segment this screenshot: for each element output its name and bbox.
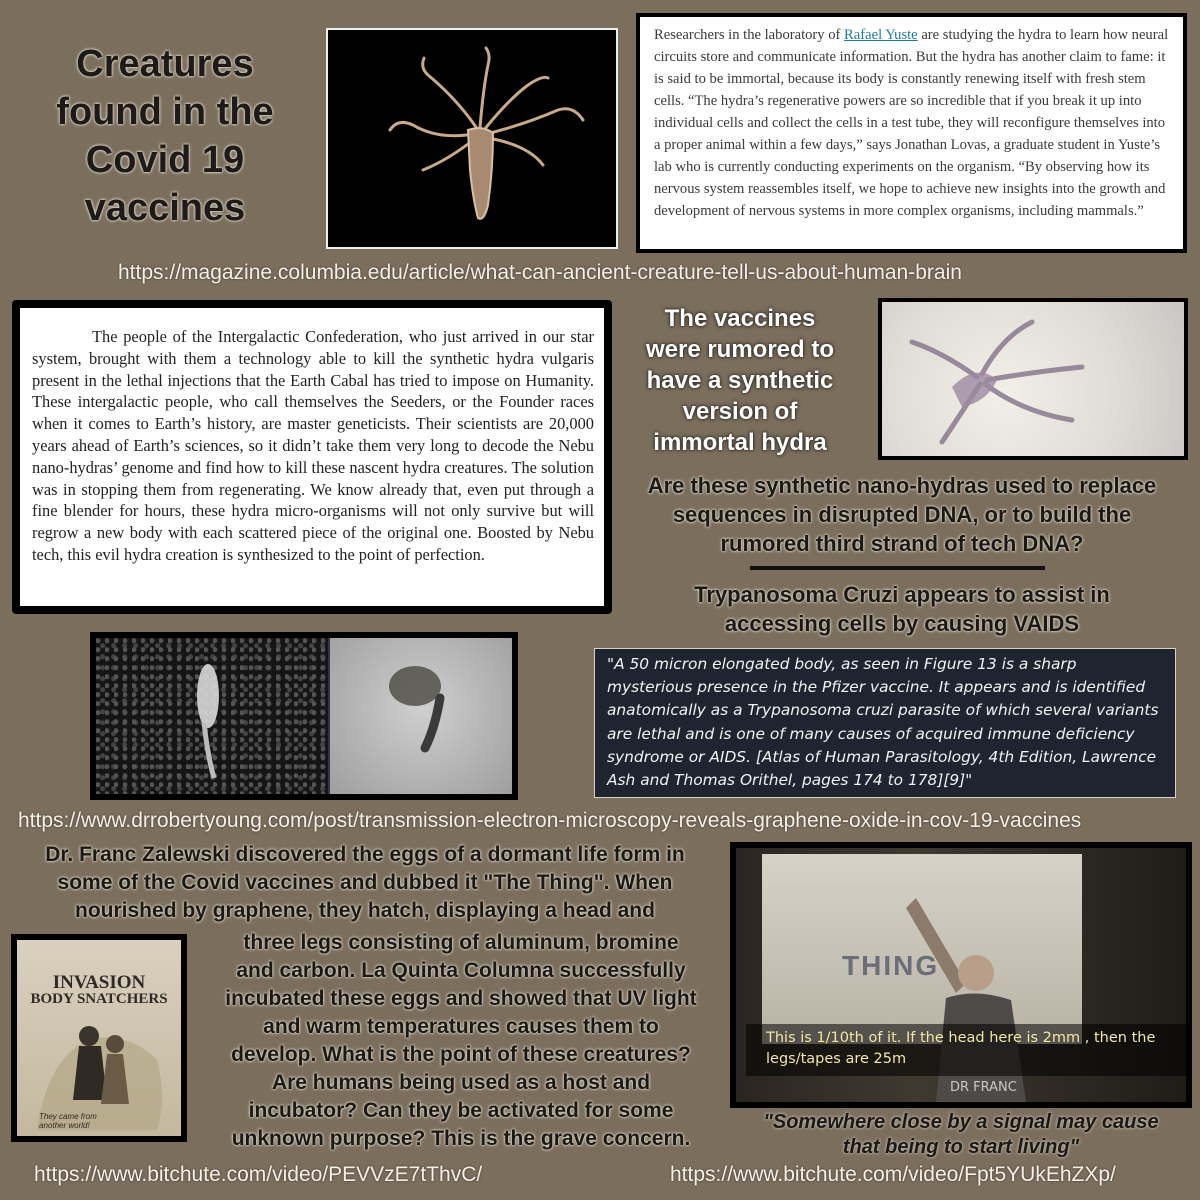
bitchute-url-2[interactable]: https://www.bitchute.com/video/Fpt5YUkEhZXp/ — [670, 1163, 1116, 1186]
light-micro-body — [330, 638, 514, 794]
screen-title: THING — [842, 950, 940, 981]
title-line: found in the — [56, 91, 274, 133]
quote-text: "A 50 micron elongated body, as seen in Figure 13 is a sharp mysterious presence in the Pfizer vaccine. It appears and is identified anatomically as a Trypanosoma cruzi parasite of which several variants are lethal and is one of many causes of acquired immune deficiency syndrome or AIDS. [Atlas of Human Parasitology, 4th Edition, Lawrence Ash and Thomas Orithel, pages 174 to 178][9]" — [607, 655, 1159, 790]
title-line: Covid 19 — [85, 139, 245, 181]
trypanosoma-text — [612, 580, 1192, 638]
columbia-article-excerpt — [636, 13, 1187, 253]
question-line: rumored third strand of tech DNA? — [720, 531, 1084, 556]
zalewski-line: three legs consisting of aluminum, bromine — [243, 931, 679, 954]
pfizer-quote — [594, 648, 1176, 798]
zalewski-line: unknown purpose? This is the grave concern. — [231, 1127, 691, 1150]
zalewski-line: and carbon. La Quinta Columna successfully — [236, 959, 686, 982]
intergalactic-excerpt — [12, 300, 612, 614]
zalewski-text-bottom — [196, 929, 726, 1153]
section-divider — [750, 566, 1045, 570]
rumor-line: The vaccines — [664, 305, 816, 332]
bitchute-url-1[interactable]: https://www.bitchute.com/video/PEVVzE7tThvC/ — [34, 1163, 483, 1186]
excerpt-text: The people of the Intergalactic Confederation, who just arrived in our star system, brought with them a technology able to kill the synthetic hydra vulgaris present in the lethal injections that the Earth Cabal has tried to impose on Humanity. These intergalactic people, who call themselves the Seeders, or the Founder races when it comes to Earth’s history, are master geneticists. Their scientists are 20,000 years ahead of Earth’s sciences, so it didn’t take them very long to decode the Nebu nano-hydras’ genome and find how to kill these nascent hydra creatures. The solution was in stopping them from regenerating. We know already that, even put through a fine blender for hours, these hydra micro-organisms will not only survive but will regrow a new body with each scattered piece of the original one. Boosted by Nebu tech, this evil hydra creation is synthesized to the point of perfection. — [32, 327, 594, 564]
zalewski-line: and warm temperatures causes them to — [263, 1015, 659, 1038]
title-line: vaccines — [84, 187, 246, 229]
trypanosoma-line: accessing cells by causing VAIDS — [724, 611, 1080, 636]
drrobertyoung-url[interactable]: https://www.drrobertyoung.com/post/transmission-electron-microscopy-reveals-graphene-oxide-in-cov-19-vaccines — [18, 809, 1082, 832]
columbia-url[interactable]: https://magazine.columbia.edu/article/what-can-ancient-creature-tell-us-about-human-brain — [118, 261, 962, 284]
subtitle-line: This is 1/10th of it. If the head here is 2mm , then the — [766, 1030, 1156, 1046]
poster-title-line: BODY SNATCHERS — [30, 991, 168, 1007]
title-line: Creatures — [76, 43, 254, 85]
video-subtitle — [746, 1024, 1186, 1076]
poster-tagline: They came from another world! — [39, 1112, 97, 1130]
rumor-line: were rumored to — [645, 336, 835, 363]
caption-line: "Somewhere close by a signal may cause — [763, 1111, 1159, 1133]
rumor-line: version of — [682, 398, 798, 425]
rumor-line: have a synthetic — [646, 367, 834, 394]
subtitle-line: legs/tapes are 25m — [766, 1051, 907, 1067]
hydra-light-illustration — [882, 302, 1184, 456]
zalewski-line: develop. What is the point of these creatures? — [231, 1043, 691, 1066]
zalewski-line: nourished by graphene, they hatch, displaying a head and — [75, 899, 655, 922]
article-text-start: Researchers in the laboratory of — [654, 27, 845, 43]
light-micro-image — [328, 638, 514, 794]
tem-image — [96, 638, 328, 794]
hydra-photo — [326, 28, 618, 249]
zalewski-line: Dr. Franc Zalewski discovered the eggs of a dormant life form in — [45, 843, 685, 866]
zalewski-text-top — [6, 841, 724, 925]
question-line: Are these synthetic nano-hydras used to replace — [647, 473, 1157, 498]
zalewski-line: incubator? Can they be activated for some — [248, 1099, 674, 1122]
hydra-light-photo — [878, 298, 1188, 460]
rafael-yuste-link[interactable]: Rafael Yuste — [844, 27, 918, 43]
rumor-text — [622, 303, 858, 458]
caption-line: that being to start living" — [842, 1136, 1080, 1158]
question-line: sequences in disrupted DNA, or to build the — [672, 502, 1132, 527]
invasion-body-snatchers-poster — [11, 934, 187, 1142]
zalewski-line: incubated these eggs and showed that UV light — [225, 987, 697, 1010]
video-caption — [730, 1110, 1192, 1160]
poster-title-line: INVASION — [52, 972, 146, 993]
video-watermark: DR FRANC — [950, 1080, 1017, 1095]
zalewski-line: Are humans being used as a host and — [271, 1071, 651, 1094]
hydra-illustration — [328, 30, 616, 247]
zalewski-video-still[interactable] — [730, 842, 1192, 1108]
zalewski-line: some of the Covid vaccines and dubbed it "The Thing". When — [57, 871, 673, 894]
tem-body — [96, 638, 328, 794]
nano-hydra-question — [612, 471, 1192, 558]
rumor-line: immortal hydra — [653, 429, 827, 456]
microscopy-photos — [90, 632, 518, 800]
page-title — [30, 40, 300, 232]
trypanosoma-line: Trypanosoma Cruzi appears to assist in — [694, 582, 1110, 607]
article-text-rest: are studying the hydra to learn how neural circuits store and communicate information. But the hydra has another claim to fame: it is said to be immortal, because its body is constantly renewing itself with fresh stem cells. “The hydra’s regenerative powers are so incredible that if you break it up into individual cells and collect the cells in a test tube, they will reconfigure themselves into a proper animal within a few days,” says Jonathan Lovas, a graduate student in Yuste’s lab who is currently conducting experiments on the organism. “By observing how its nervous system reassembles itself, we hope to achieve new insights into the growth and development of nervous systems in more complex organisms, including mammals.” — [654, 27, 1169, 219]
